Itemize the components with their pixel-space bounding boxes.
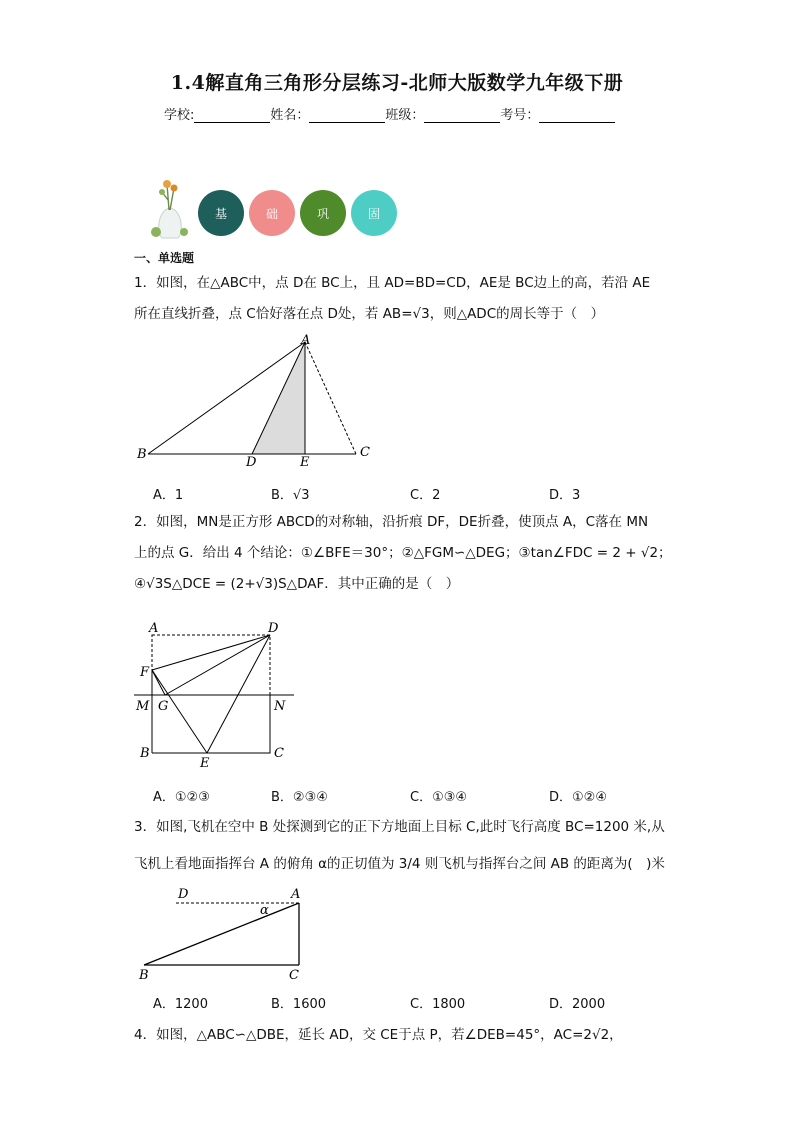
q2-label-e: E: [200, 756, 210, 768]
question-1: [134, 268, 664, 330]
q3-line2: 飞机上看地面指挥台 A 的俯角 α的正切值为 3/4 则飞机与指挥台之间 AB 的距离为( )米: [134, 856, 665, 872]
exam-blank[interactable]: [539, 108, 615, 123]
q2-label-a: A: [149, 621, 159, 636]
q3-option-b[interactable]: B．1600: [271, 997, 327, 1012]
student-info-row: [164, 104, 615, 123]
q2-line1: 2．如图，MN是正方形 ABCD的对称轴，沿折痕 DF，DE折叠，使顶点 A，C落在 MN: [134, 514, 649, 530]
q2-label-c: C: [274, 746, 284, 761]
question-3: [134, 812, 674, 880]
q4-line1: 4．如图，△ABC∽△DBE，延长 AD，交 CE于点 P，若∠DEB=45°，AC=2√2，: [134, 1027, 623, 1043]
q2-figure: [134, 618, 304, 768]
q2-line3: ④√3S△DCE = (2+√3)S△DAF．其中正确的是（ ）: [134, 576, 460, 592]
badge-chu: 础: [249, 190, 295, 236]
badge-gu: 固: [351, 190, 397, 236]
school-label: 学校:: [164, 108, 195, 123]
name-blank[interactable]: [309, 108, 385, 123]
q1-label-a: A: [301, 333, 311, 348]
q3-option-a[interactable]: A．1200: [153, 997, 208, 1012]
q3-figure: [134, 884, 324, 984]
q3-label-c: C: [289, 968, 299, 983]
school-blank[interactable]: [194, 108, 270, 123]
q1-line2: 所在直线折叠，点 C恰好落在点 D处，若 AB=√3，则△ADC的周长等于（ ）: [134, 306, 605, 322]
q2-label-m: M: [136, 699, 150, 714]
q2-option-b[interactable]: B．②③④: [271, 790, 328, 805]
q2-option-a[interactable]: A．①②③: [153, 790, 210, 805]
class-label: 班级：: [385, 108, 425, 123]
badge-gong: 巩: [300, 190, 346, 236]
q1-option-d[interactable]: D．3: [549, 488, 581, 503]
q3-line1: 3．如图,飞机在空中 B 处探测到它的正下方地面上目标 C,此时飞行高度 BC=1200 米,从: [134, 819, 665, 835]
q3-label-alpha: α: [260, 903, 269, 918]
q1-option-a[interactable]: A．1: [153, 488, 184, 503]
q3-label-b: B: [139, 968, 149, 983]
q2-label-f: F: [140, 665, 150, 680]
q2-label-g: G: [158, 699, 169, 714]
q1-line1: 1．如图，在△ABC中，点 D在 BC上，且 AD=BD=CD，AE是 BC边上的高，若沿 AE: [134, 275, 651, 291]
badge-ji: 基: [198, 190, 244, 236]
question-2: [134, 507, 674, 600]
q1-figure: [134, 332, 384, 472]
q3-label-a: A: [291, 887, 301, 902]
q2-line2: 上的点 G．给出 4 个结论：①∠BFE＝30°；②△FGM∽△DEG；③tan∠FDC = 2 + √2；: [134, 545, 672, 561]
q3-label-d: D: [178, 887, 189, 902]
q2-label-d: D: [268, 621, 279, 636]
q2-label-b: B: [140, 746, 150, 761]
section-heading: 一、单选题: [134, 251, 195, 265]
q2-label-n: N: [274, 699, 286, 714]
q2-option-c[interactable]: C．①③④: [410, 790, 468, 805]
q3-option-d[interactable]: D．2000: [549, 997, 606, 1012]
q1-option-c[interactable]: C．2: [410, 488, 441, 503]
q1-label-e: E: [300, 455, 310, 470]
q1-label-d: D: [246, 455, 257, 470]
q1-label-c: C: [360, 445, 370, 460]
exam-label: 考号：: [500, 108, 540, 123]
q1-label-b: B: [137, 447, 147, 462]
q1-option-b[interactable]: B．√3: [271, 488, 310, 503]
class-blank[interactable]: [424, 108, 500, 123]
q2-option-d[interactable]: D．①②④: [549, 790, 607, 805]
q3-option-c[interactable]: C．1800: [410, 997, 466, 1012]
plant-vase-icon: [148, 180, 192, 240]
page-title: 1.4解直角三角形分层练习-北师大版数学九年级下册: [170, 72, 624, 94]
name-label: 姓名：: [270, 108, 310, 123]
question-4: [134, 1020, 674, 1051]
